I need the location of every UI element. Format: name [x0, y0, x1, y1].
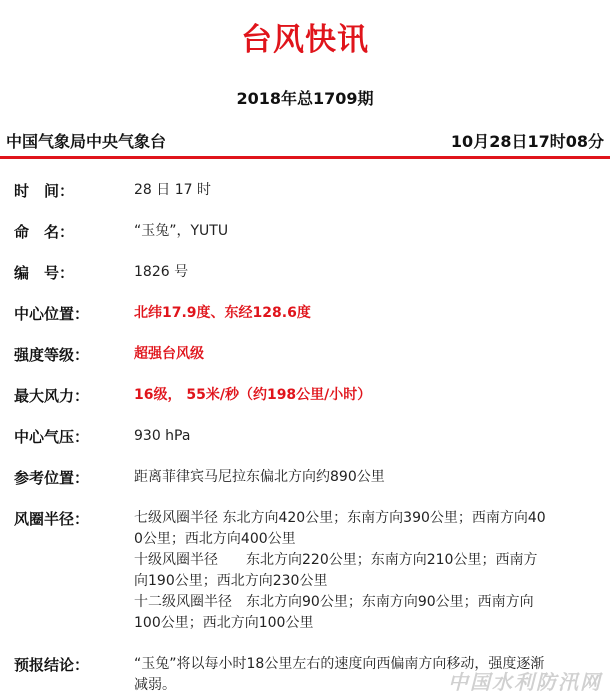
header-divider	[0, 156, 610, 159]
agency-name: 中国气象局中央气象台	[6, 132, 167, 151]
watermark: 中国水利防汛网	[448, 670, 602, 694]
forecast-line: 减弱。	[134, 677, 176, 693]
number-label: 编 号：	[14, 264, 75, 282]
number-value: 1826 号	[134, 264, 189, 280]
max-wind-label: 最大风力：	[14, 387, 90, 405]
wind-radius-value	[134, 508, 604, 634]
bulletin-title: 台风快讯	[241, 22, 369, 58]
time-value: 28 日 17 时	[134, 182, 211, 198]
center-position-label: 中心位置：	[14, 305, 90, 323]
wind-radius-line: 十二级风圈半径 东北方向90公里；东南方向90公里；西南方向	[134, 594, 534, 610]
wind-radius-line: 七级风圈半径 东北方向420公里；东南方向390公里；西南方向40	[134, 510, 546, 526]
wind-radius-line: 向190公里；西北方向230公里	[134, 573, 328, 589]
time-label: 时 间：	[14, 182, 75, 200]
pressure-label: 中心气压：	[14, 428, 90, 446]
intensity-label: 强度等级：	[14, 346, 90, 364]
wind-radius-label: 风圈半径：	[14, 510, 90, 528]
reference-value: 距离菲律宾马尼拉东偏北方向约890公里	[134, 469, 385, 485]
forecast-label: 预报结论：	[14, 656, 90, 674]
wind-radius-line: 100公里；西北方向100公里	[134, 615, 314, 631]
pressure-value: 930 hPa	[134, 428, 191, 444]
name-label: 命 名：	[14, 223, 75, 241]
name-value: “玉兔”，YUTU	[134, 223, 229, 239]
max-wind-value: 16级， 55米/秒（约198公里/小时）	[134, 387, 372, 403]
issue-number: 2018年总1709期	[236, 89, 374, 108]
intensity-value: 超强台风级	[134, 346, 204, 362]
issue-datetime: 10月28日17时08分	[450, 132, 604, 151]
center-position-value: 北纬17.9度、东经128.6度	[134, 305, 311, 321]
reference-label: 参考位置：	[14, 469, 90, 487]
wind-radius-line: 十级风圈半径 东北方向220公里；东南方向210公里；西南方	[134, 552, 538, 568]
forecast-line: “玉兔”将以每小时18公里左右的速度向西偏南方向移动，强度逐渐	[134, 656, 545, 672]
wind-radius-line: 0公里；西北方向400公里	[134, 531, 296, 547]
